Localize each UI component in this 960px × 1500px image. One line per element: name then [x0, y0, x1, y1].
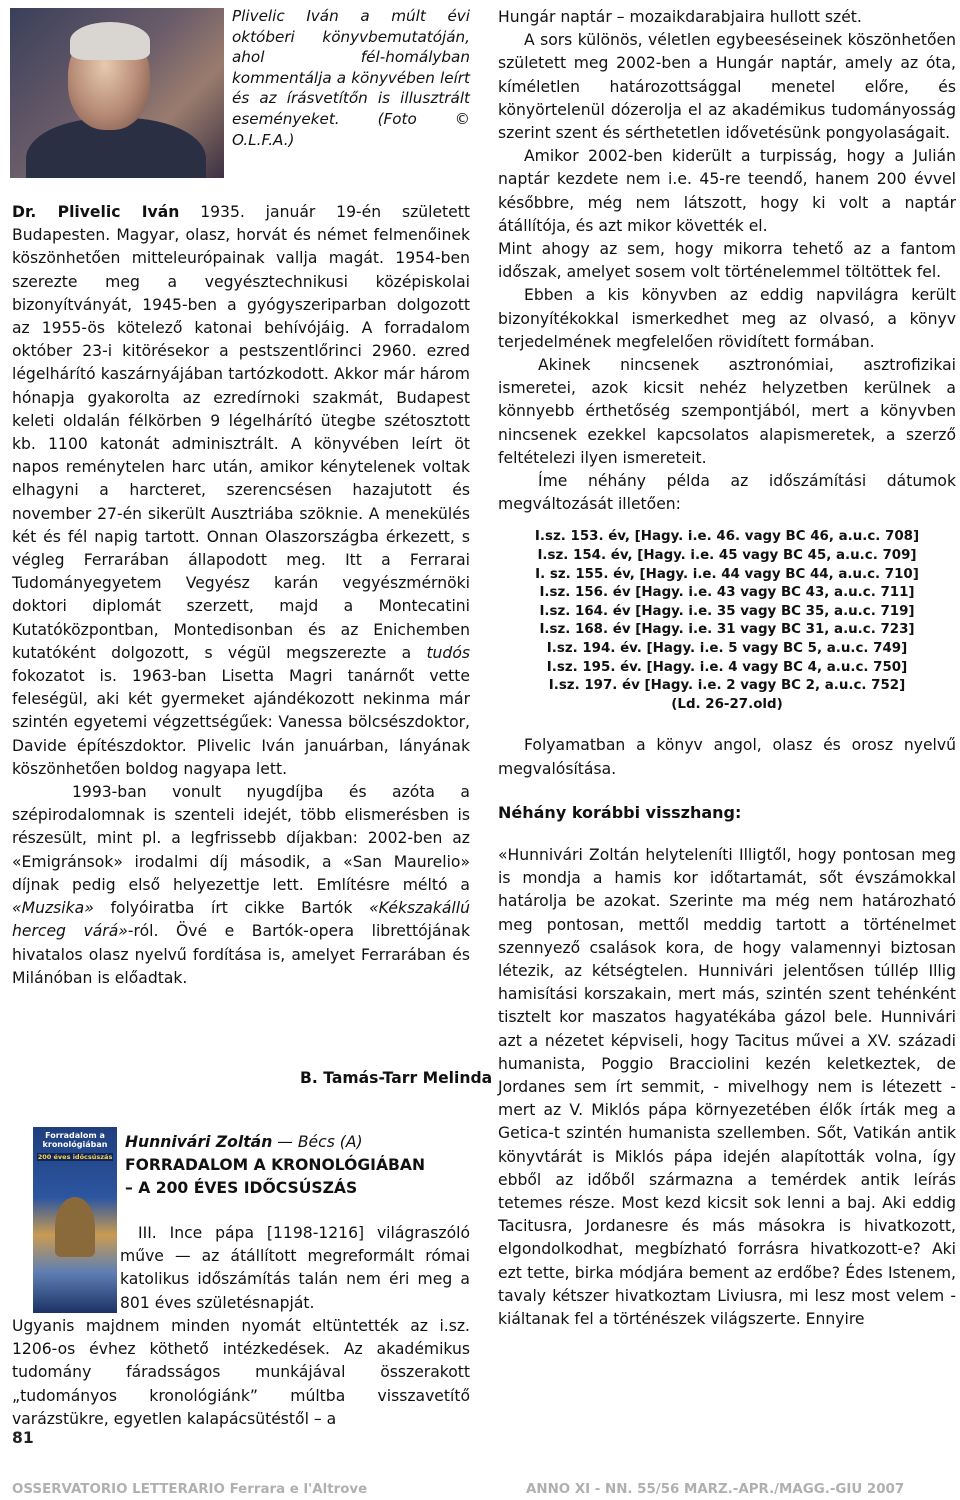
right-column: [498, 6, 956, 1331]
book-info: [125, 1131, 470, 1200]
date-entry: I.sz. 153. év, [Hagy. i.e. 46. vagy BC 46, a.u.c. 708]: [534, 529, 920, 545]
bio-text-1: 1935. január 19-én született Budapesten. Magyar, olasz, horvát és német felmenőinek köszönhetően mitteleurópainak vallja magát. 1954-ben szerezte meg a vegyésztechnikusi középiskolai bizonyítványát, 1945-ben a gyógyszeriparban dolgozott az 1955-ös kötelező katonai behívójáig. A forradalom október 23-i kitörésekor a pestszentlőrinci 2960. ezred légelhárító kaszárnyájában tartózkodott. Akkor már három hónapja gyakorolta az ezredírnoki szakmát, Budapest keleti oldalán félkörben 9 légelhárító ütegbe szétosztott kb. 1100 katonát adminisztrált. A könyvében leírt öt napos reménytelen harc után, amikor kénytelenek voltak elhagyni a harcteret, szerencsésen hazajutott és november 27-én sikerült Ausztriába szöknie. A menekülés két és fél napig tartott. Onnan Olaszországba érkezett, s végleg Ferrarában állapodott meg. Itt a Ferrarai Tudományegyetem Vegyész karán vegyészmérnöki doktori diplomát szerzett, majd a Montecatini Kutatóközpontban, Montedisonban és az Enichemben kutatóként dolgozott, s végül megszerezte a: [12, 203, 470, 662]
bio-text-2-end: -ról. Övé e Bartók-opera librettójának hivatalos olasz nyelvű fordítása is, amelyet Ferrarában és Milánóban is előadtak.: [12, 922, 470, 987]
date-entry: I.sz. 156. év [Hagy. i.e. 43 vagy BC 43, a.u.c. 711]: [539, 585, 915, 601]
right-paragraph-4: Mint ahogy az sem, hogy mikorra tehető az a fantom időszak, amelyet sosem volt történelemmel töltöttek fel.: [498, 240, 956, 282]
author-photo: [10, 8, 224, 178]
right-paragraph-2: A sors különös, véletlen egybeeséseinek köszönhetően született meg 2002-ben a Hungár naptár, amely az óta, kíméletlen határozottsággal menetel előre, és könyörtelenül dózerolja el az akadémikus tudományosság szerint szent és sérthetetlen idővetésünk pongyolaságait.: [498, 31, 956, 143]
bio-italic-muzsika: «Muzsika»: [12, 899, 94, 918]
bio-text-2: 1993-ban vonult nyugdíjba és azóta a szépirodalomnak is szenteli idejét, több elismerésben is részesült, mint pl. a legfrissebb díjakban: 2002-ben az «Emigránsok» irodalmi díj második, a «San Maurelio» díjnak pedig első helyezettje lett. Említésre méltó a: [12, 783, 470, 894]
book-cover: [33, 1127, 117, 1313]
date-entry: I.sz. 194. év. [Hagy. i.e. 5 vagy BC 5, a.u.c. 749]: [546, 641, 908, 657]
date-entry: I.sz. 168. év [Hagy. i.e. 31 vagy BC 31, a.u.c. 723]: [539, 622, 915, 638]
right-paragraph-6: Akinek nincsenek asztronómiai, asztrofizikai ismeretei, azok kicsit nehéz helyzetben kerülnek a könnyebb érthetőség szempontjából, mert a könyvben nincsenek ezekkel kapcsolatos alapismeretek, a szerző feltételezi ilyen ismereteit.: [498, 356, 956, 467]
date-entry: I.sz. 154. év, [Hagy. i.e. 45 vagy BC 45, a.u.c. 709]: [537, 548, 917, 564]
date-entry: I. sz. 155. év, [Hagy. i.e. 44 vagy BC 44, a.u.c. 710]: [535, 566, 919, 582]
book-title-1: FORRADALOM A KRONOLÓGIÁBAN: [125, 1156, 426, 1174]
right-paragraph-1: Hungár naptár – mozaikdarabjaira hullott szét.: [498, 8, 862, 26]
book-cover-subtitle: 200 éves időcsúszás: [37, 1153, 113, 1161]
right-paragraph-9: «Hunnivári Zoltán helyteleníti Illigtől, hogy pontosan meg is mondja a hamis kor időtartamát, sőt évszámokkal határolja be azokat. Szerinte ma még nem határozható meg pontosan, mettől meddig tartott a történelmet szennyező csalások kora, de hogy valamennyi biztosan létezik, az kétségtelen. Hunnivári jelentősen túllép Illig hamisítási korszakain, mert más, szintén szent tehénként tisztelt kor maszatos hagyatékába gázol bele. Hunnivári azt a nézetet képviseli, hogy Tacitus művei a XV. századi humanista, Poggio Bracciolini kezén keletkeztek, de Jordanes sem írt semmit, - mivelhogy nem is létezett - mert az V. Miklós pápa környezetében élők írták meg a Getica-t szintén humanista szellemben. Sőt, Vatikán antik könyvtárát is Miklós pápa idején alapították volna, így ebből az időből származna a temérdek antik leírás tetemes része. Most kezd kicsit sok lenni a baj. Aki eddig Tacitusra, Jordanesre és más másokra is hivatkozott, elgondolkodhat, megbízható forrásra hivatkozott-e? Aki ezt tette, birka módjára bement az erdőbe? Édes Istenem, tavaly kétszer hivatkoztam Liviusra, mi lesz most velem - kiáltanak fel a történészek világszerte. Ennyire: [498, 846, 956, 1329]
bio-paragraph-1: [12, 201, 470, 781]
right-paragraph-3: Amikor 2002-ben kiderült a turpisság, hogy a Julián naptár kezdete nem i.e. 45-re teendő, hanem 200 évvel későbbre, még nem látszott, hogy ki volt a naptár átállítója, és azt mikor követték el.: [498, 147, 956, 235]
signature: B. Tamás-Tarr Melinda: [300, 1069, 493, 1087]
book-cover-title: Forradalom a kronológiában: [42, 1131, 108, 1149]
book-dash: —: [277, 1133, 293, 1151]
right-paragraph-8: Folyamatban a könyv angol, olasz és orosz nyelvű megvalósítása.: [498, 736, 956, 778]
date-entry: I.sz. 164. év [Hagy. i.e. 35 vagy BC 35, a.u.c. 719]: [539, 603, 915, 619]
section-heading: Néhány korábbi visszhang:: [498, 802, 742, 822]
bio-text-1-end: fokozatot is. 1963-ban Lisetta Magri tanárnőt vette feleségül, aki két gyermeket ajándékozott nekinma már szintén egyetemi végzettségűek: Vanessa bölcsészdoktor, Davide építészdoktor. Plivelic Iván januárban, lányának köszönhetően boldog nagyapa lett.: [12, 667, 470, 778]
right-paragraph-5: Ebben a kis könyvben az eddig napvilágra került bizonyítékokkal ismerkedhet meg az olvasó, a könyv terjedelmének megfelelően rövidített formában.: [498, 286, 956, 351]
book-author: Hunnivári Zoltán: [125, 1133, 273, 1151]
book-text-1: [120, 1222, 470, 1315]
book-text-2: Ugyanis majdnem minden nyomát eltüntették az i.sz. 1206-os évhez köthető intézkedések. Az akadémikus tudomány fáradsságos munkájával összerakott „tudományos kronológiánk” múltba visszavetítő varázstükre, egyetlen kalapácsütéstől – a: [12, 1317, 470, 1428]
date-entry: I.sz. 197. év [Hagy. i.e. 2 vagy BC 2, a.u.c. 752]: [548, 678, 906, 694]
bio-italic-tudos: tudós: [426, 643, 470, 662]
photo-caption: Plivelic Iván a múlt évi októberi könyvbemutatóján, ahol fél-homályban kommentálja a könyvében leírt és az írásvetítőn is illusztrált eseményeket. (Foto © O.L.F.A.): [232, 7, 470, 149]
bio-text-2-mid: folyóiratba írt cikke Bartók: [110, 899, 353, 918]
bio-paragraph-2: [12, 781, 470, 990]
book-text-1-content: III. Ince pápa [1198-1216] világraszóló műve — az átállított megreformált római katolikus időszámítás talán nem éri meg a 801 éves születésnapját.: [120, 1224, 470, 1312]
book-title-2: – A 200 ÉVES IDŐCSÚSZÁS: [125, 1179, 358, 1197]
bio-italic-kekszakallu: «Kékszakállú herceg várá»: [12, 899, 470, 941]
book-author-line: [125, 1131, 470, 1154]
date-entry: I.sz. 195. év. [Hagy. i.e. 4 vagy BC 4, a.u.c. 750]: [546, 659, 908, 675]
date-entry: (Ld. 26-27.old): [671, 696, 783, 712]
left-column: [12, 201, 470, 990]
footer-right: ANNO XI - NN. 55/56 MARZ.-APR./MAGG.-GIU 2007: [526, 1482, 905, 1497]
castle-image: [55, 1197, 95, 1257]
date-list: [498, 528, 956, 714]
photo-hair: [70, 22, 150, 60]
footer-left: OSSERVATORIO LETTERARIO Ferrara e l'Altrove: [12, 1482, 368, 1497]
page-number: 81: [12, 1429, 34, 1447]
bio-name: Dr. Plivelic Iván: [12, 203, 180, 221]
right-paragraph-7: Íme néhány példa az időszámítási dátumok megváltozását illetően:: [498, 472, 956, 514]
book-place: Bécs (A): [297, 1133, 363, 1151]
